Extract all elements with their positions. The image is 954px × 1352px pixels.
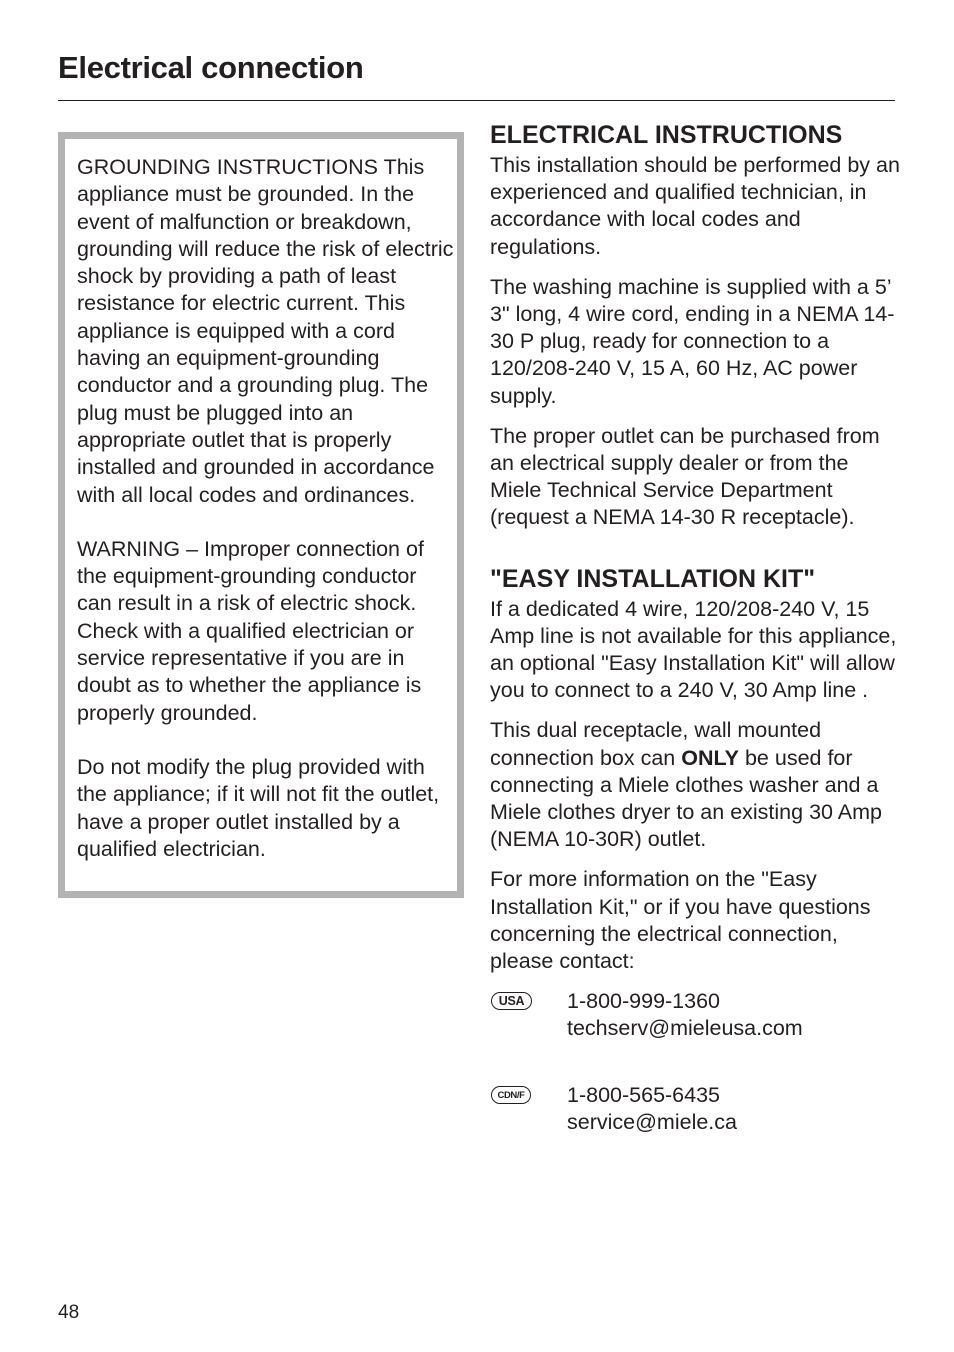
installation-paragraph: This installation should be performed by an experienced and qualified technician, in accordance with local codes and regulations. bbox=[490, 153, 900, 259]
usa-contact-lines bbox=[567, 988, 803, 1042]
usa-phone: 1-800-999-1360 bbox=[567, 989, 721, 1014]
title-divider bbox=[58, 100, 895, 101]
plug-modification-paragraph: Do not modify the plug provided with the appliance; if it will not fit the outlet, have a proper outlet installed by a qualified electrician. bbox=[77, 754, 440, 861]
only-emphasis: ONLY bbox=[681, 745, 739, 770]
canada-contact-lines bbox=[567, 1082, 737, 1136]
dual-receptacle-text-start: This dual receptacle, wall mounted connection box can bbox=[490, 718, 822, 770]
canada-phone: 1-800-565-6435 bbox=[567, 1083, 721, 1108]
easy-kit-paragraph: If a dedicated 4 wire, 120/208-240 V, 15 Amp line is not available for this appliance, an optional "Easy Installation Kit" will allow you to connect to a 240 V, 30 Amp line . bbox=[490, 596, 897, 703]
outlet-paragraph: The proper outlet can be purchased from an electrical supply dealer or from the Miele Technical Service Department (request a NEMA 14-30 R receptacle). bbox=[490, 423, 880, 530]
grounding-instructions-box bbox=[58, 132, 464, 898]
contact-intro-paragraph: For more information on the "Easy Installation Kit," or if you have questions concerning the electrical connection, please contact: bbox=[490, 867, 871, 974]
canada-contact bbox=[490, 1082, 900, 1142]
power-cord-paragraph: The washing machine is supplied with a 5’ 3" long, 4 wire cord, ending in a NEMA 14-30 P plug, ready for connection to a 120/208-240 V, 15 A, 60 Hz, AC power supply. bbox=[490, 274, 895, 408]
usa-badge-icon: USA bbox=[491, 992, 532, 1010]
dual-receptacle-text-end: be used for connecting a Miele clothes washer and a Miele clothes dryer to an existing 30 Amp (NEMA 10-30R) outlet. bbox=[490, 745, 882, 852]
canada-badge-icon: CDN/F bbox=[491, 1086, 531, 1104]
canada-email: service@miele.ca bbox=[567, 1110, 737, 1135]
usa-contact bbox=[490, 988, 900, 1048]
easy-kit-heading: "EASY INSTALLATION KIT" bbox=[490, 564, 816, 593]
page-title: Electrical connection bbox=[58, 50, 364, 85]
page-number: 48 bbox=[58, 1302, 80, 1323]
electrical-instructions-heading: ELECTRICAL INSTRUCTIONS bbox=[490, 121, 843, 149]
warning-paragraph: WARNING – Improper connection of the equipment-grounding conductor can result in a risk of electric shock. Check with a qualified electrician or service representative if you are in doubt as to whether the appliance is properly grounded. bbox=[77, 536, 424, 725]
dual-receptacle-paragraph bbox=[490, 717, 900, 853]
usa-email: techserv@mieleusa.com bbox=[567, 1016, 803, 1041]
right-column bbox=[490, 118, 900, 1142]
grounding-paragraph: GROUNDING INSTRUCTIONS This appliance must be grounded. In the event of malfunction or breakdown, grounding will reduce the risk of electric shock by providing a path of least resistance for electric current. This appliance is equipped with a cord having an equipment-grounding conductor and a grounding plug. The plug must be plugged into an appropriate outlet that is properly installed and grounded in accordance with all local codes and ordinances. bbox=[77, 155, 454, 507]
